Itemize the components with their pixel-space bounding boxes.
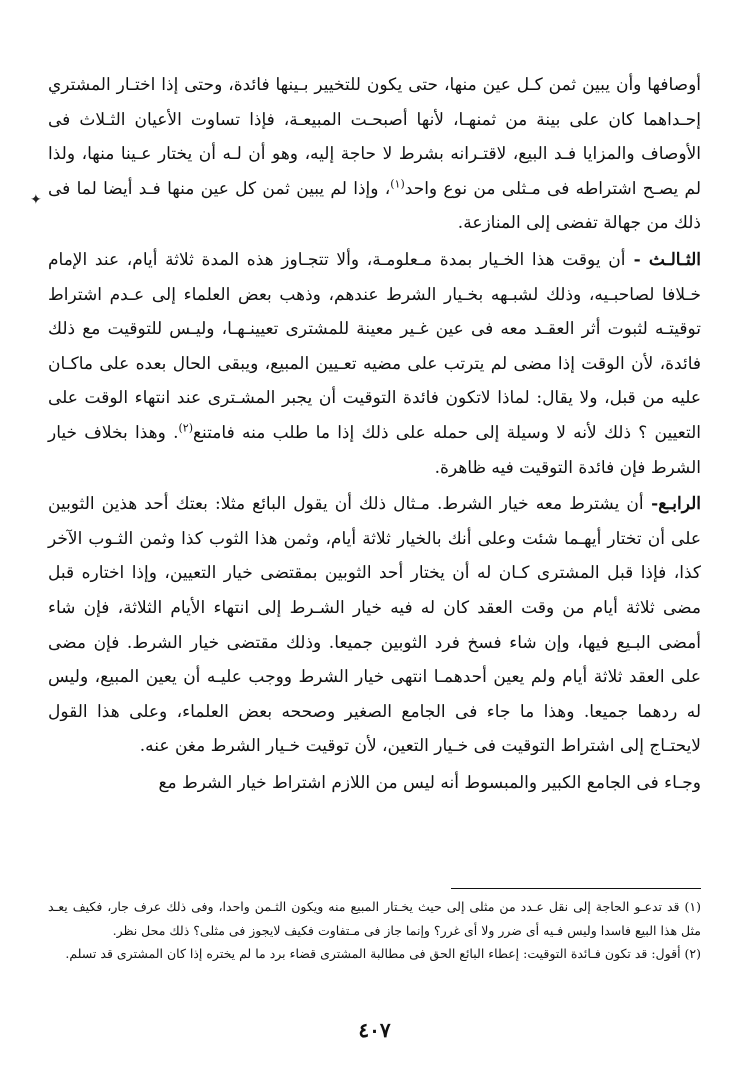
paragraph-1-text: أوصافها وأن يبين ثمن كـل عين منها، حتى يكون للتخيير بـينها فائدة، وحتى إذا اختـار المشتري إحـداهما كان على بينة من ثمنهـا، لأنها أصبحـت المبيعـة، فإذا تساوت الأعيان الثـلاث فى الأوصاف والمزايا فـد البيع، لاقتـرانه بشرط لا حاجة إليه، وهو أن لـه أن يختار عـينا منها، ولذا لم يصـح اشتراطه فى مـثلى من نوع واحد — [48, 75, 701, 199]
page-number: ٤٠٧ — [358, 1018, 391, 1042]
footnote-divider — [451, 888, 701, 889]
margin-mark-icon: ✦ — [30, 192, 42, 208]
footnote-ref-1: (١) — [390, 177, 405, 191]
footnotes — [48, 895, 701, 966]
paragraph-4 — [48, 766, 701, 801]
paragraph-3-text: أن يشترط معه خيار الشرط. مـثال ذلك أن يقول البائع مثلا: بعتك أحد هذين الثوبين على أن تختار أيهـما شئت وعلى أنك بالخيار ثلاثة أيام، وثمن هذا الثوب كذا وثمن الثـوب الآخر كذا، فإذا قبل المشترى كـان له أن يختار أحد الثوبين بمقتضى خيار التعيين، وإذا اختاره قبل مضى ثلاثة أيام من وقت العقد كان له فيه خيار الشـرط إلى انتهاء الأيام الثلاثة، فإن شاء أمضى البـيع فيها، وإن شاء فسخ فرد الثوبين جميعا. وذلك مقتضى خيار الشرط. فإن مضى على العقد ثلاثة أيام ولم يعين أحدهمـا انتهى خيار الشرط ووجب عليـه أن يعين المبيع، وليس له ردهما جميعا. وهذا ما جاء فى الجامع الصغير وصححه بعض العلماء، وعلى هذا القول لايحتـاج إلى اشتراط التوقيت فى خـيار التعين، لأن توقيت خـيار الشرط مغن عنه. — [48, 494, 701, 757]
main-text — [48, 68, 701, 800]
paragraph-3 — [48, 487, 701, 764]
paragraph-2-continued: . وهذا بخلاف خيار الشرط فإن فائدة التوقيت فيه ظاهرة. — [48, 422, 701, 478]
footnote-2: (٢) أقول: قد تكون فـائدة التوقيت: إعطاء البائع الحق فى مطالبة المشترى قضاء برد ما لم يختره إذا كان المشترى قد تسلم. — [65, 946, 701, 961]
paragraph-1-continued: ، وإذا لم يبين ثمن كل عين منها فـد أيضا لما فى ذلك من جهالة تفضى إلى المنازعة. — [48, 178, 701, 234]
paragraph-2-heading: الثـالـث - — [625, 249, 701, 270]
footnote-ref-2: (٢) — [178, 421, 193, 435]
paragraph-3-heading: الرابـع- — [643, 494, 701, 515]
footnote-1: (١) قد تدعـو الحاجة إلى نقل عـدد من مثلى إلى حيث يخـتار المبيع منه ويكون الثـمن واحدا، وفى ذلك عرف جار، فكيف يعـد مثل هذا البيع فاسدا وليس فـيه أى ضرر ولا أى غرر؟ وإنما جاز فى مـتفاوت فكيف لايجوز فى مثلى؟ ذلك محل نظر. — [48, 899, 701, 938]
paragraph-1 — [48, 68, 701, 241]
paragraph-4-text: وجـاء فى الجامع الكبير والمبسوط أنه ليس من اللازم اشتراط خيار الشرط مع — [158, 772, 701, 793]
paragraph-2-text: أن يوقت هذا الخـيار بمدة مـعلومـة، وألا تتجـاوز هذه المدة ثلاثة أيام، عند الإمام خـلافا لصاحبـيه، وذلك لشبـهه بخـيار الشرط عندهم، وذهب بعض العلماء إلى عـدم اشتراط توقيتـه لثبوت أثر العقـد معه فى عين غـير معينة للمشترى تعيينـهـا، وليـس للتوقيت مع ذلك فائدة، لأن الوقت إذا مضى لم يترتب على مضيه تعـيين المبيع، ويبقى الحال بعده على ماكـان عليه من قبل، ولا يقال: لماذا لاتكون فائدة التوقيت أن يجبر المشـترى عند انتهاء الوقت على التعيين ؟ ذلك لأنه لا وسيلة إلى حمله على ذلك إذا ما طلب منه فامتنع — [48, 249, 701, 443]
paragraph-2 — [48, 243, 701, 485]
